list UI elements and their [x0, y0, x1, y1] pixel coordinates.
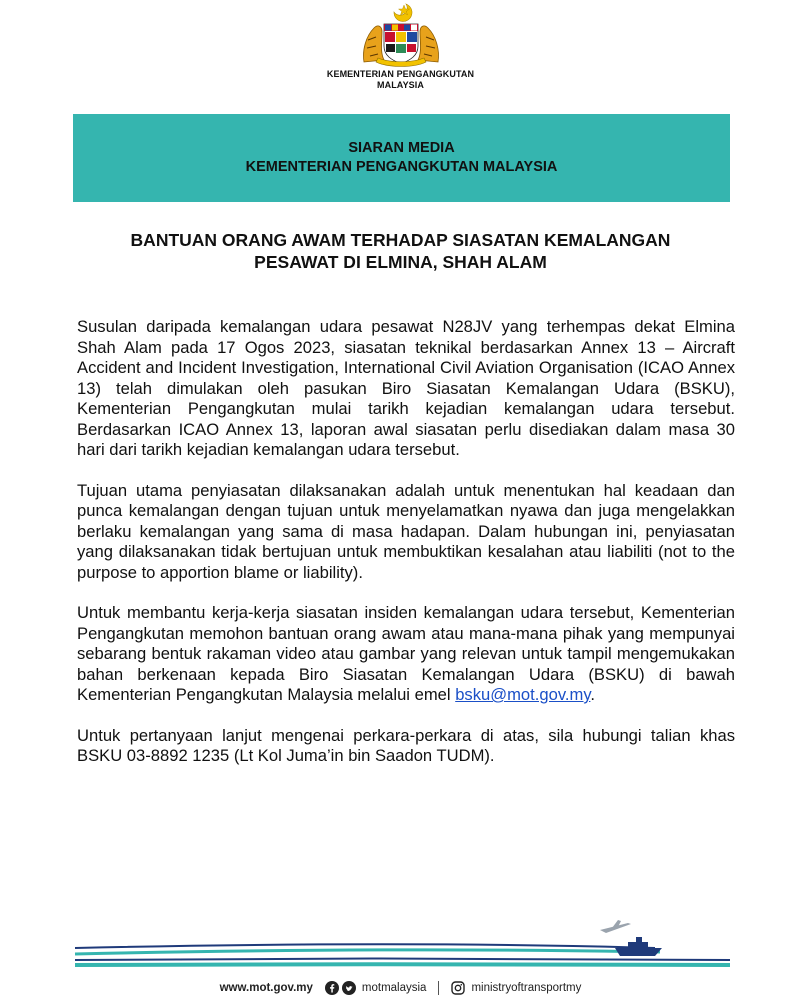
facebook-icon[interactable]: [325, 981, 339, 995]
instagram-icon[interactable]: [451, 981, 465, 995]
headline-line2: PESAWAT DI ELMINA, SHAH ALAM: [254, 252, 547, 272]
paragraph-3: [77, 603, 735, 706]
media-release-banner: [73, 114, 730, 202]
website-link[interactable]: www.mot.gov.my: [219, 982, 313, 994]
coat-of-arms-logo: [358, 2, 444, 68]
banner-subtitle: KEMENTERIAN PENGANGKUTAN MALAYSIA: [245, 159, 558, 175]
facebook-twitter-handle[interactable]: motmalaysia: [361, 982, 427, 994]
ministry-name: [300, 69, 501, 91]
footer-divider: [438, 981, 439, 995]
instagram-handle[interactable]: ministryoftransportmy: [471, 982, 582, 994]
ministry-name-line2: MALAYSIA: [377, 80, 424, 90]
footer-transport-swoosh: [0, 918, 801, 974]
banner-title: SIARAN MEDIA: [348, 140, 455, 156]
document-body: [77, 317, 735, 767]
paragraph-2: Tujuan utama penyiasatan dilaksanakan adalah untuk menentukan hal keadaan dan punca kemalangan dengan tujuan untuk menyelamatkan nyawa dan juga mengelakkan berlaku kemalangan yang sama di masa hadapan. Dalam hubungan ini, penyiasatan yang dilaksanakan tidak bertujuan untuk membuktikan kesalahan atau liabiliti (not to the purpose to apportion blame or liability).: [77, 480, 735, 582]
twitter-icon[interactable]: [342, 981, 356, 995]
email-link[interactable]: bsku@mot.gov.my: [455, 685, 591, 704]
document-headline: [60, 229, 741, 273]
footer-contact-bar: [0, 977, 801, 999]
airplane-icon: [600, 920, 631, 933]
ministry-name-line1: KEMENTERIAN PENGANGKUTAN: [326, 69, 475, 79]
paragraph-3-end: .: [590, 685, 596, 704]
paragraph-4: Untuk pertanyaan lanjut mengenai perkara-perkara di atas, sila hubungi talian khas BSKU 03-8892 1235 (Lt Kol Juma’in bin Saadon TUDM).: [77, 725, 735, 765]
headline-line1: BANTUAN ORANG AWAM TERHADAP SIASATAN KEMALANGAN: [130, 230, 671, 250]
paragraph-1: Susulan daripada kemalangan udara pesawat N28JV yang terhempas dekat Elmina Shah Alam pada 17 Ogos 2023, siasatan teknikal berdasarkan Annex 13 – Aircraft Accident and Incident Investigation, International Civil Aviation Organisation (ICAO Annex 13) telah dimulakan oleh pasukan Biro Siasatan Kemalangan Udara (BSKU), Kementerian Pengangkutan mulai tarikh kejadian kemalangan udara tersebut. Berdasarkan ICAO Annex 13, laporan awal siasatan perlu disediakan dalam masa 30 hari dari tarikh kejadian kemalangan udara tersebut.: [77, 317, 735, 459]
paragraph-3-text: Untuk membantu kerja-kerja siasatan insiden kemalangan udara tersebut, Kementerian Pengangkutan memohon bantuan orang awam atau mana-mana pihak yang mempunyai sebarang bentuk rakaman video atau gambar yang relevan untuk tampil mengemukakan bahan berkenaan kepada Biro Siasatan Kemalangan Udara (BSKU) di bawah Kementerian Pengangkutan Malaysia melalui emel: [77, 603, 735, 704]
